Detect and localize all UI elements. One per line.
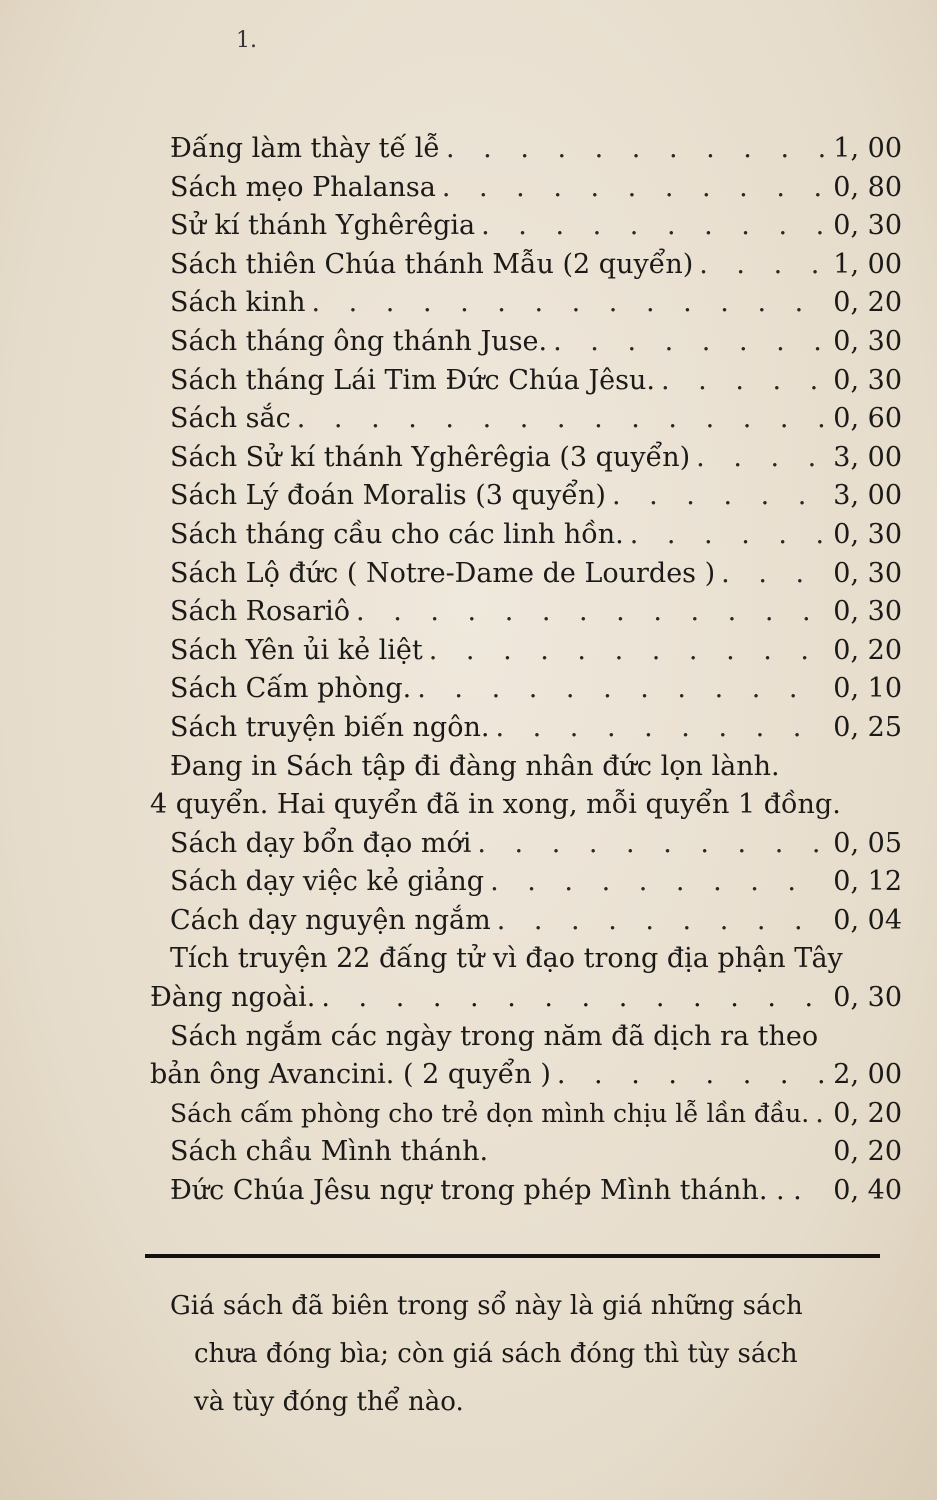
list-item: Sách thiên Chúa thánh Mẫu (2 quyển) . . . 1, 00 xyxy=(150,246,902,285)
divider-rule xyxy=(145,1254,880,1258)
list-item: Sách dạy bổn đạo mới . . . 0, 05 xyxy=(150,825,902,864)
list-item: Sách cấm phòng cho trẻ dọn mình chịu lễ lần đầu. . . . 0, 20 xyxy=(150,1095,902,1134)
list-item: Sách Yên ủi kẻ liệt . . . 0, 20 xyxy=(150,632,902,671)
list-item: Đức Chúa Jêsu ngự trong phép Mình thánh. . . 0, 40 xyxy=(170,1175,902,1207)
leader-dots xyxy=(495,709,827,747)
price-list xyxy=(150,130,902,1211)
leader-dots xyxy=(446,130,827,168)
list-item: Sách kinh . . . 0, 20 xyxy=(150,284,902,323)
leader-dots xyxy=(477,825,827,863)
list-item-sach-ngam-cont: bản ông Avancini. ( 2 quyển ) . . . 2, 00 xyxy=(150,1056,902,1095)
list-item: Sách tháng cầu cho các linh hồn. . . . 0, 30 xyxy=(150,516,902,555)
leader-dots xyxy=(490,863,827,901)
list-item: Sách Lý đoán Moralis (3 quyển) . . . 3, 00 xyxy=(150,477,902,516)
list-item: Sách Sử kí thánh Yghêrêgia (3 quyển) . . . 3, 00 xyxy=(150,439,902,478)
list-item: Sách Lộ đức ( Notre-Dame de Lourdes ) . . . 0, 30 xyxy=(150,555,902,594)
list-item: Sách mẹo Phalansa . . . 0, 80 xyxy=(150,169,902,208)
printing-note: Đang in Sách tập đi đàng nhân đức lọn lành. 4 quyển. Hai quyển đã in xong, mỗi quyển 1 đồng. xyxy=(150,750,841,821)
leader-dots xyxy=(661,362,827,400)
leader-dots xyxy=(429,632,828,670)
leader-dots xyxy=(699,246,827,284)
list-item: Sách Cấm phòng. . . . 0, 10 xyxy=(150,670,902,709)
leader-dots xyxy=(630,516,828,554)
list-item: Sách tháng ông thánh Juse. . . . 0, 30 xyxy=(150,323,902,362)
leader-dots xyxy=(815,1095,827,1133)
list-item-tich-truyen-cont: Đàng ngoài. . . . 0, 30 xyxy=(150,979,902,1018)
leader-dots xyxy=(321,979,827,1017)
leader-dots xyxy=(417,670,827,708)
leader-dots xyxy=(481,207,827,245)
leader-dots xyxy=(311,284,827,322)
leader-dots xyxy=(442,169,827,207)
list-item: Cách dạy nguyện ngắm . . . 0, 04 xyxy=(150,902,902,941)
list-item-tich-truyen: Tích truyện 22 đấng tử vì đạo trong địa phận Tây xyxy=(170,943,843,975)
list-item: Sách Rosariô . . . 0, 30 xyxy=(150,593,902,632)
leader-dots xyxy=(696,439,827,477)
leader-dots xyxy=(356,593,827,631)
list-item: Sách tháng Lái Tim Đức Chúa Jêsu. . . . 0, 30 xyxy=(150,362,902,401)
leader-dots xyxy=(721,555,827,593)
leader-dots xyxy=(297,400,828,438)
list-item: Sách chầu Mình thánh. 0, 20 xyxy=(170,1136,902,1168)
leader-dots xyxy=(612,477,827,515)
page-mark: 1. xyxy=(236,28,257,53)
leader-dots xyxy=(497,902,828,940)
list-item: Đấng làm thày tế lễ . . . 1, 00 xyxy=(150,130,902,169)
list-item: Sách truyện biến ngôn. . . . 0, 25 xyxy=(150,709,902,748)
list-item: Sách dạy việc kẻ giảng . . . 0, 12 xyxy=(150,863,902,902)
list-item: Sử kí thánh Yghêrêgia . . . 0, 30 xyxy=(150,207,902,246)
list-item: Sách sắc . . . 0, 60 xyxy=(150,400,902,439)
leader-dots xyxy=(553,323,827,361)
footer-note: Giá sách đã biên trong sổ này là giá những sách chưa đóng bìa; còn giá sách đóng thì tùy sách và tùy đóng thể nào. xyxy=(170,1291,803,1417)
leader-dots xyxy=(557,1056,827,1094)
list-item-sach-ngam: Sách ngắm các ngày trong năm đã dịch ra theo xyxy=(170,1020,819,1052)
